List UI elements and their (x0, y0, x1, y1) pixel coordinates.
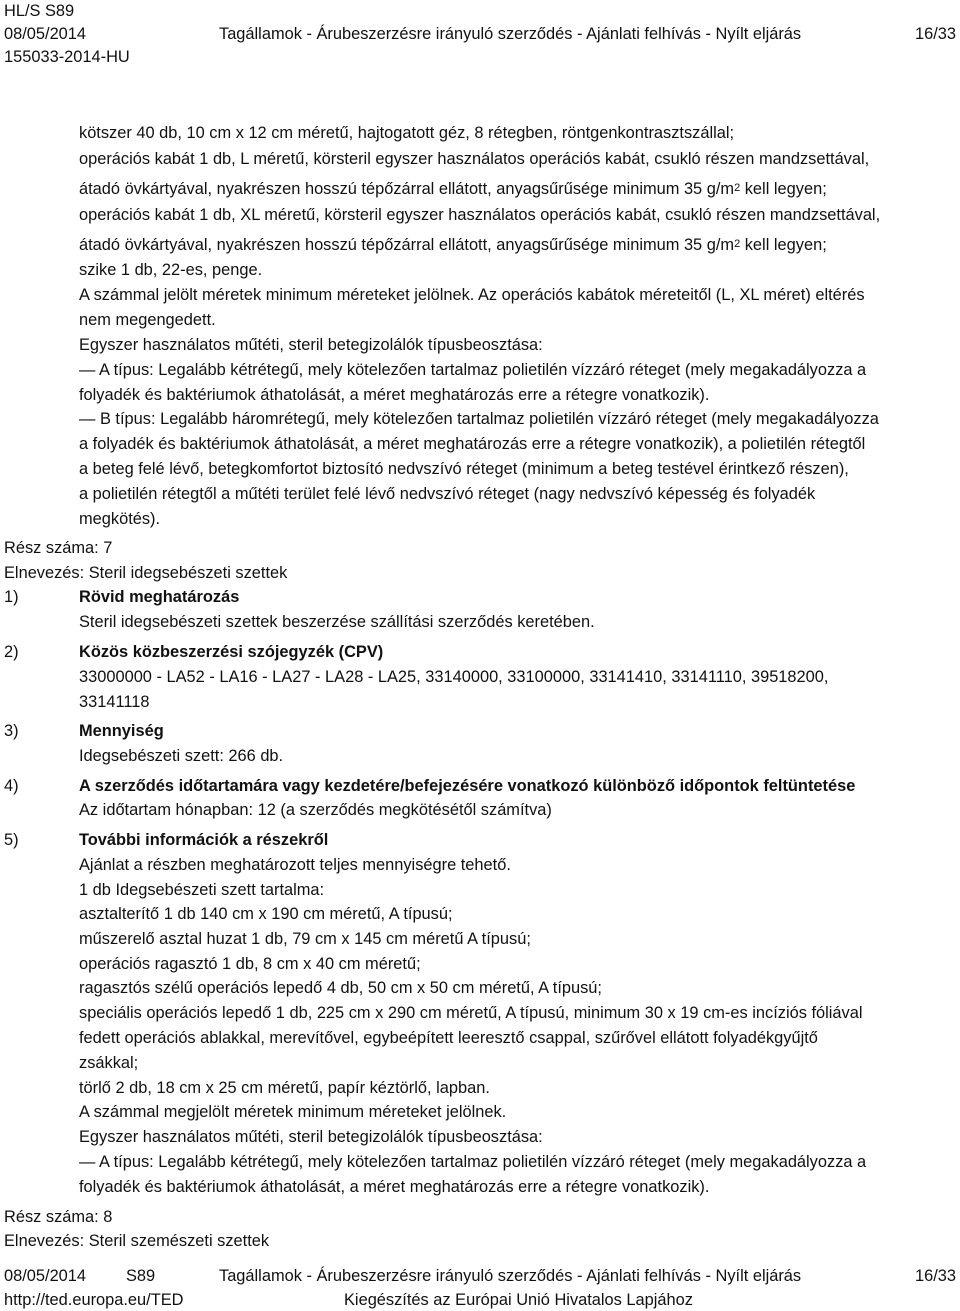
header-date: 08/05/2014 (4, 25, 87, 43)
text-line: nem megengedett. (79, 311, 216, 329)
section-text: Az időtartam hónapban: 12 (a szerződés megkötésétől számítva) (79, 801, 552, 819)
page-header (4, 0, 956, 75)
text-line: Egyszer használatos műtéti, steril betegizolálók típusbeosztása: (79, 1128, 543, 1146)
part-name: Elnevezés: Steril idegsebészeti szettek (4, 564, 288, 582)
doc-type: HL/S S89 (4, 2, 75, 20)
text-line: folyadék és baktériumok áthatolását, a méret meghatározás erre a rétegre vonatkozik). (79, 1178, 710, 1196)
part-number: Rész száma: 7 (4, 539, 113, 557)
text-line: Egyszer használatos műtéti, steril betegizolálók típusbeosztása: (79, 336, 543, 354)
part-name: Elnevezés: Steril szemészeti szettek (4, 1232, 270, 1250)
text-line: Ajánlat a részben meghatározott teljes mennyiségre tehető. (79, 856, 511, 874)
text-line: asztalterítő 1 db 140 cm x 190 cm méretű, A típusú; (79, 905, 453, 923)
section-text: Steril idegsebészeti szettek beszerzése szállítási szerződés keretében. (79, 613, 595, 631)
text-line: A számmal jelölt méretek minimum méreteket jelölnek. Az operációs kabátok méreteitől (L, XL méret) eltérés (79, 286, 865, 304)
section-number: 4) (4, 777, 19, 795)
text-line: folyadék és baktériumok áthatolását, a méret meghatározás erre a rétegre vonatkozik). (79, 386, 710, 404)
text-line: a beteg felé lévő, betegkomfortot biztosító nedvszívó réteget (minimum a beteg testével érintkező részen), (79, 460, 849, 478)
text-line: operációs ragasztó 1 db, 8 cm x 40 cm méretű; (79, 955, 421, 973)
section-text: Idegsebészeti szett: 266 db. (79, 747, 284, 765)
text-line: törlő 2 db, 18 cm x 25 cm méretű, papír kéztörlő, lapban. (79, 1079, 490, 1097)
text-line: megkötés). (79, 510, 161, 528)
section-title: További információk a részekről (79, 831, 329, 849)
footer-publisher: Kiegészítés az Európai Unió Hivatalos Lapjához (344, 1291, 693, 1309)
text-line: zsákkal; (79, 1054, 139, 1072)
section-number: 2) (4, 643, 19, 661)
section-title: Közös közbeszerzési szójegyzék (CPV) (79, 643, 384, 661)
section-number: 1) (4, 588, 19, 606)
notice-id: 155033-2014-HU (4, 48, 130, 66)
text-line: — A típus: Legalább kétrétegű, mely kötelezően tartalmaz polietilén vízzáró réteget (mely megakadályozza a (79, 361, 867, 379)
part-number: Rész száma: 8 (4, 1208, 113, 1226)
section-title: Mennyiség (79, 722, 164, 740)
text-line: a folyadék és baktériumok áthatolását, a méret meghatározás erre a rétegre vonatkozik), a polietilén rétegtől (79, 435, 866, 453)
section-title: A szerződés időtartamára vagy kezdetére/befejezésére vonatkozó különböző időpontok feltüntetése (79, 777, 856, 795)
text-line: — A típus: Legalább kétrétegű, mely kötelezően tartalmaz polietilén vízzáró réteget (mely megakadályozza a (79, 1153, 867, 1171)
section-number: 3) (4, 722, 19, 740)
cpv-codes: 33000000 - LA52 - LA16 - LA27 - LA28 - LA25, 33140000, 33100000, 33141410, 33141110, 39518200, (79, 668, 829, 686)
text-line: műszerelő asztal huzat 1 db, 79 cm x 145 cm méretű A típusú; (79, 930, 531, 948)
text-line: operációs kabát 1 db, L méretű, körsteril egyszer használatos operációs kabát, csukló részen mandzsettával, (79, 150, 870, 168)
footer-url[interactable]: http://ted.europa.eu/TED (4, 1291, 184, 1309)
section-title: Rövid meghatározás (79, 588, 240, 606)
text-line: fedett operációs ablakkal, merevítővel, egybeépített leeresztő csappal, szűrővel ellátott folyadékgyűjtő (79, 1029, 818, 1047)
text-line: átadó övkártyával, nyakrészen hosszú tépőzárral ellátott, anyagsűrűsége minimum 35 $g/m^2$ kell legyen; (79, 180, 827, 198)
footer-title: Tagállamok - Árubeszerzésre irányuló szerződés - Ajánlati felhívás - Nyílt eljárás (219, 1267, 802, 1285)
page-footer (4, 1265, 956, 1311)
text-line: 1 db Idegsebészeti szett tartalma: (79, 881, 325, 899)
text-line: A számmal megjelölt méretek minimum méreteket jelölnek. (79, 1103, 507, 1121)
header-page-number: 16/33 (914, 25, 956, 43)
text-line: szike 1 db, 22-es, penge. (79, 261, 263, 279)
text-line: átadó övkártyával, nyakrészen hosszú tépőzárral ellátott, anyagsűrűsége minimum 35 $g/m^2$ kell legyen; (79, 236, 827, 254)
text-line: kötszer 40 db, 10 cm x 12 cm méretű, hajtogatott géz, 8 rétegben, röntgenkontrasztszállal; (79, 124, 735, 142)
superscript: 2 (734, 238, 741, 250)
text-line: — B típus: Legalább háromrétegű, mely kötelezően tartalmaz polietilén vízzáró réteget (mely megakadályozza (79, 410, 879, 428)
text-line: operációs kabát 1 db, XL méretű, körsteril egyszer használatos operációs kabát, csukló részen mandzsettával, (79, 206, 881, 224)
footer-date: 08/05/2014 (4, 1267, 87, 1285)
footer-page-number: 16/33 (914, 1267, 956, 1285)
footer-series: S89 (126, 1267, 156, 1285)
text-line: ragasztós szélű operációs lepedő 4 db, 50 cm x 50 cm méretű, A típusú; (79, 979, 602, 997)
text-line: a polietilén rétegtől a műtéti terület felé lévő nedvszívó réteget (nagy nedvszívó képesség és folyadék (79, 485, 816, 503)
header-title: Tagállamok - Árubeszerzésre irányuló szerződés - Ajánlati felhívás - Nyílt eljárás (219, 25, 802, 43)
cpv-codes: 33141118 (79, 693, 150, 711)
section-number: 5) (4, 831, 19, 849)
text-line: speciális operációs lepedő 1 db, 225 cm x 290 cm méretű, A típusú, minimum 30 x 19 cm-es incíziós fóliával (79, 1004, 863, 1022)
superscript: 2 (734, 182, 741, 194)
